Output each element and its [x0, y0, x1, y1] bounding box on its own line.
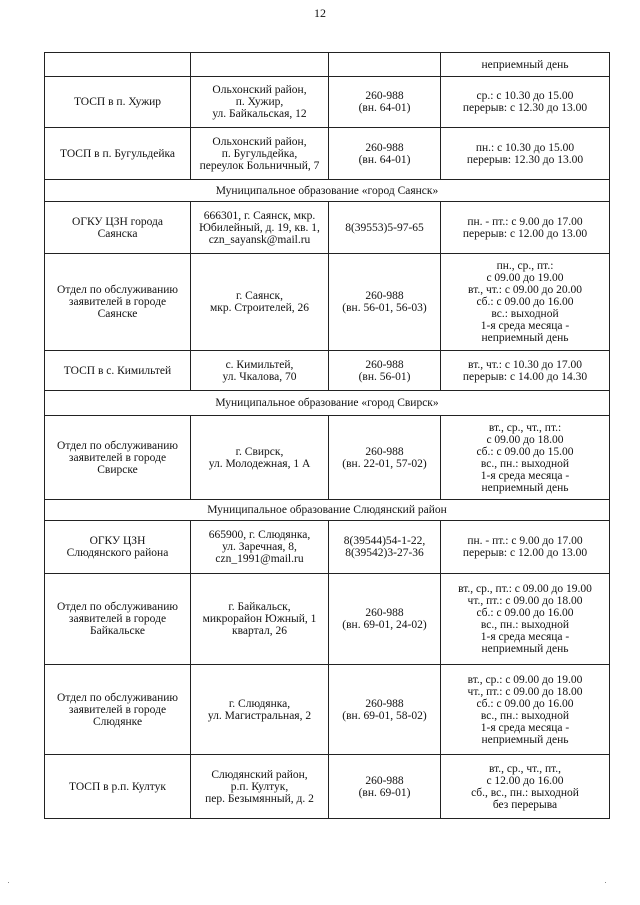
cell-line: заявителей в городе — [68, 296, 167, 308]
cell-line: ТОСП в п. Бугульдейка — [59, 147, 176, 160]
cell-line: 666301, г. Саянск, мкр. — [203, 209, 316, 222]
hours-cell — [441, 521, 610, 574]
cell-line: неприемный день — [481, 733, 569, 746]
phone-cell — [329, 351, 441, 391]
cell-line: г. Байкальск, — [228, 601, 291, 613]
cell-line: Ольхонский район, — [212, 135, 307, 148]
cell-line: ОГКУ ЦЗН — [89, 535, 146, 547]
cell-line: вт., ср., чт., пт., — [488, 762, 562, 775]
cell-line: р.п. Култук, — [230, 780, 289, 793]
scan-speck — [8, 882, 9, 883]
office-name-cell — [45, 351, 191, 391]
cell-line: г. Слюдянка, — [228, 697, 291, 710]
address-cell — [191, 202, 329, 254]
cell-line: Юбилейный, д. 19, кв. 1, — [199, 221, 320, 234]
cell-line: ТОСП в с. Кимильтей — [63, 364, 172, 377]
cell-line: 8(39542)3-27-36 — [345, 547, 424, 559]
cell-line: 260-988 — [365, 774, 404, 787]
cell-line: заявителей в городе — [68, 613, 167, 625]
table-row — [45, 416, 610, 500]
cell-line: перерыв: с 12.00 до 13.00 — [462, 547, 588, 559]
cell-line: п. Хужир, — [235, 96, 284, 108]
hours-cell — [441, 416, 610, 500]
cell-line: вт., чт.: с 10.30 до 17.00 — [468, 358, 582, 371]
table-row — [45, 574, 610, 665]
office-name-cell — [45, 254, 191, 351]
cell-line: Отдел по обслуживанию — [57, 284, 178, 296]
cell-line: Байкальске — [90, 625, 145, 637]
cell-line: 1-я среда месяца - — [480, 721, 570, 734]
table-row — [45, 202, 610, 254]
cell-line: Свирске — [97, 463, 138, 476]
cell-line: ул. Байкальская, 12 — [212, 108, 307, 120]
cell-line: Слюдянский район, — [211, 768, 308, 781]
section-row — [45, 180, 610, 202]
cell-line: 260-988 — [365, 697, 404, 710]
cell-line: 8(39544)54-1-22, — [343, 535, 426, 547]
address-cell — [191, 351, 329, 391]
cell-line: 260-988 — [365, 290, 404, 302]
phone-cell — [329, 254, 441, 351]
address-cell — [191, 77, 329, 128]
cell-line: сб.: с 09.00 до 16.00 — [476, 697, 574, 710]
cell-line: неприемный день — [481, 332, 569, 344]
cell-line: пн. - пт.: с 9.00 до 17.00 — [467, 215, 583, 228]
cell-line: (вн. 69-01, 58-02) — [342, 709, 427, 722]
phone-cell — [329, 202, 441, 254]
cell-line: перерыв: с 12.00 до 13.00 — [462, 227, 588, 240]
address-cell — [191, 254, 329, 351]
cell-line: 260-988 — [365, 607, 404, 619]
cell-line: Ольхонский район, — [212, 84, 307, 96]
cell-line: пн. - пт.: с 9.00 до 17.00 — [467, 535, 583, 547]
hours-cell — [441, 755, 610, 819]
hours-cell — [441, 665, 610, 755]
cell-line: ул. Магистральная, 2 — [207, 709, 312, 722]
cell-line: Отдел по обслуживанию — [57, 601, 178, 613]
cell-line: (вн. 69-01, 24-02) — [342, 619, 427, 631]
cell-line: (вн. 64-01) — [358, 102, 411, 114]
phone-cell — [329, 416, 441, 500]
table-row — [45, 351, 610, 391]
cell-line: Отдел по обслуживанию — [57, 691, 178, 704]
cell-line: с. Кимильтей, — [225, 358, 294, 371]
phone-cell — [329, 77, 441, 128]
cell-line: 260-988 — [365, 141, 404, 154]
hours-cell — [441, 574, 610, 665]
cell-line: вс., пн.: выходной — [480, 457, 570, 470]
cell-line: (вн. 22-01, 57-02) — [342, 457, 427, 470]
office-name-cell — [45, 202, 191, 254]
address-cell — [191, 574, 329, 665]
section-heading: Муниципальное образование «город Свирск» — [45, 391, 610, 416]
phone-cell — [329, 755, 441, 819]
cell-line: чт., пт.: с 09.00 до 18.00 — [467, 685, 583, 698]
cell-line: переулок Больничный, 7 — [199, 159, 320, 172]
section-heading: Муниципальное образование Слюдянский район — [45, 500, 610, 521]
phone-cell — [329, 574, 441, 665]
hours-cell — [441, 53, 610, 77]
address-cell — [191, 416, 329, 500]
cell-line: чт., пт.: с 09.00 до 18.00 — [467, 595, 583, 607]
cell-line: czn_sayansk@mail.ru — [208, 233, 311, 246]
hours-cell — [441, 77, 610, 128]
cell-line: г. Саянск, — [236, 290, 283, 302]
cell-line: Отдел по обслуживанию — [57, 439, 178, 452]
phone-cell — [329, 53, 441, 77]
cell-line: (вн. 56-01) — [358, 370, 411, 383]
hours-cell — [441, 128, 610, 180]
cell-line: вт., ср.: с 09.00 до 19.00 — [467, 673, 583, 686]
hours-cell — [441, 202, 610, 254]
cell-line: заявителей в городе — [68, 703, 167, 716]
cell-line: с 12.00 до 16.00 — [486, 774, 564, 787]
cell-line: ул. Молодежная, 1 А — [208, 457, 311, 470]
section-heading: Муниципальное образование «город Саянск» — [45, 180, 610, 202]
cell-line: ТОСП в р.п. Култук — [68, 780, 166, 793]
cell-line: ул. Чкалова, 70 — [222, 370, 297, 383]
cell-line: (вн. 64-01) — [358, 153, 411, 166]
table-row — [45, 521, 610, 574]
cell-line: перерыв: с 14.00 до 14.30 — [462, 370, 588, 383]
cell-line: сб.: с 09.00 до 15.00 — [476, 445, 574, 458]
cell-line: (вн. 56-01, 56-03) — [342, 302, 427, 314]
cell-line: п. Бугульдейка, — [221, 147, 298, 160]
cell-line: заявителей в городе — [68, 451, 167, 464]
cell-line: неприемный день — [481, 643, 569, 655]
cell-line: с 09.00 до 19.00 — [486, 272, 564, 284]
cell-line: квартал, 26 — [232, 625, 287, 637]
cell-line: 8(39553)5-97-65 — [345, 221, 424, 234]
cell-line: 260-988 — [365, 358, 404, 371]
offices-table-body — [45, 53, 610, 819]
cell-line: 260-988 — [365, 445, 404, 458]
cell-line: неприемный день — [481, 58, 569, 71]
office-name-cell — [45, 665, 191, 755]
cell-line: 1-я среда месяца - — [480, 320, 570, 332]
cell-line: сб.: с 09.00 до 16.00 — [476, 607, 574, 619]
cell-line: с 09.00 до 18.00 — [486, 433, 564, 446]
office-name-cell — [45, 574, 191, 665]
table-row — [45, 254, 610, 351]
cell-line: перерыв: 12.30 до 13.00 — [466, 153, 584, 166]
table-row — [45, 53, 610, 77]
phone-cell — [329, 521, 441, 574]
office-name-cell — [45, 416, 191, 500]
cell-line: Слюдянского района — [66, 547, 169, 559]
cell-line: сб.: с 09.00 до 16.00 — [476, 296, 574, 308]
cell-line: вт., ср., пт.: с 09.00 до 19.00 — [458, 583, 592, 595]
offices-table — [44, 52, 610, 819]
address-cell — [191, 521, 329, 574]
cell-line: Саянске — [97, 308, 138, 320]
office-name-cell — [45, 521, 191, 574]
section-row — [45, 391, 610, 416]
cell-line: Саянска — [97, 227, 138, 240]
address-cell — [191, 755, 329, 819]
table-row — [45, 77, 610, 128]
address-cell — [191, 53, 329, 77]
cell-line: неприемный день — [481, 481, 569, 494]
cell-line: Слюдянке — [92, 715, 143, 728]
cell-line: микрорайон Южный, 1 — [202, 613, 317, 625]
cell-line: перерыв: с 12.30 до 13.00 — [462, 102, 588, 114]
cell-line: 665900, г. Слюдянка, — [208, 529, 311, 541]
hours-cell — [441, 351, 610, 391]
table-row — [45, 755, 610, 819]
cell-line: ТОСП в п. Хужир — [73, 96, 162, 108]
cell-line: г. Свирск, — [235, 445, 284, 458]
office-name-cell — [45, 128, 191, 180]
cell-line: сб., вс., пн.: выходной — [471, 786, 579, 799]
office-name-cell — [45, 77, 191, 128]
cell-line: вс., пн.: выходной — [480, 709, 570, 722]
cell-line: без перерыва — [492, 798, 558, 811]
phone-cell — [329, 128, 441, 180]
cell-line: пер. Безымянный, д. 2 — [205, 792, 314, 805]
office-name-cell — [45, 755, 191, 819]
cell-line: мкр. Строителей, 26 — [209, 302, 310, 314]
address-cell — [191, 128, 329, 180]
page-number: 12 — [314, 6, 326, 20]
hours-cell — [441, 254, 610, 351]
cell-line: пн., ср., пт.: — [496, 260, 554, 272]
cell-line: пн.: с 10.30 до 15.00 — [475, 141, 575, 154]
cell-line: ул. Заречная, 8, — [222, 541, 297, 553]
cell-line: вс.: выходной — [491, 308, 559, 320]
cell-line: вт., ср., чт., пт.: — [488, 421, 562, 434]
cell-line: 260-988 — [365, 90, 404, 102]
table-row — [45, 128, 610, 180]
cell-line: 1-я среда месяца - — [480, 631, 570, 643]
cell-line: czn_1991@mail.ru — [215, 553, 304, 565]
cell-line: ОГКУ ЦЗН города — [72, 215, 163, 228]
section-row — [45, 500, 610, 521]
office-name-cell — [45, 53, 191, 77]
cell-line: 1-я среда месяца - — [480, 469, 570, 482]
phone-cell — [329, 665, 441, 755]
cell-line: вс., пн.: выходной — [480, 619, 570, 631]
cell-line: (вн. 69-01) — [358, 786, 411, 799]
cell-line: ср.: с 10.30 до 15.00 — [476, 90, 574, 102]
address-cell — [191, 665, 329, 755]
scan-speck — [605, 882, 606, 883]
cell-line: вт., чт.: с 09.00 до 20.00 — [468, 284, 582, 296]
table-row — [45, 665, 610, 755]
